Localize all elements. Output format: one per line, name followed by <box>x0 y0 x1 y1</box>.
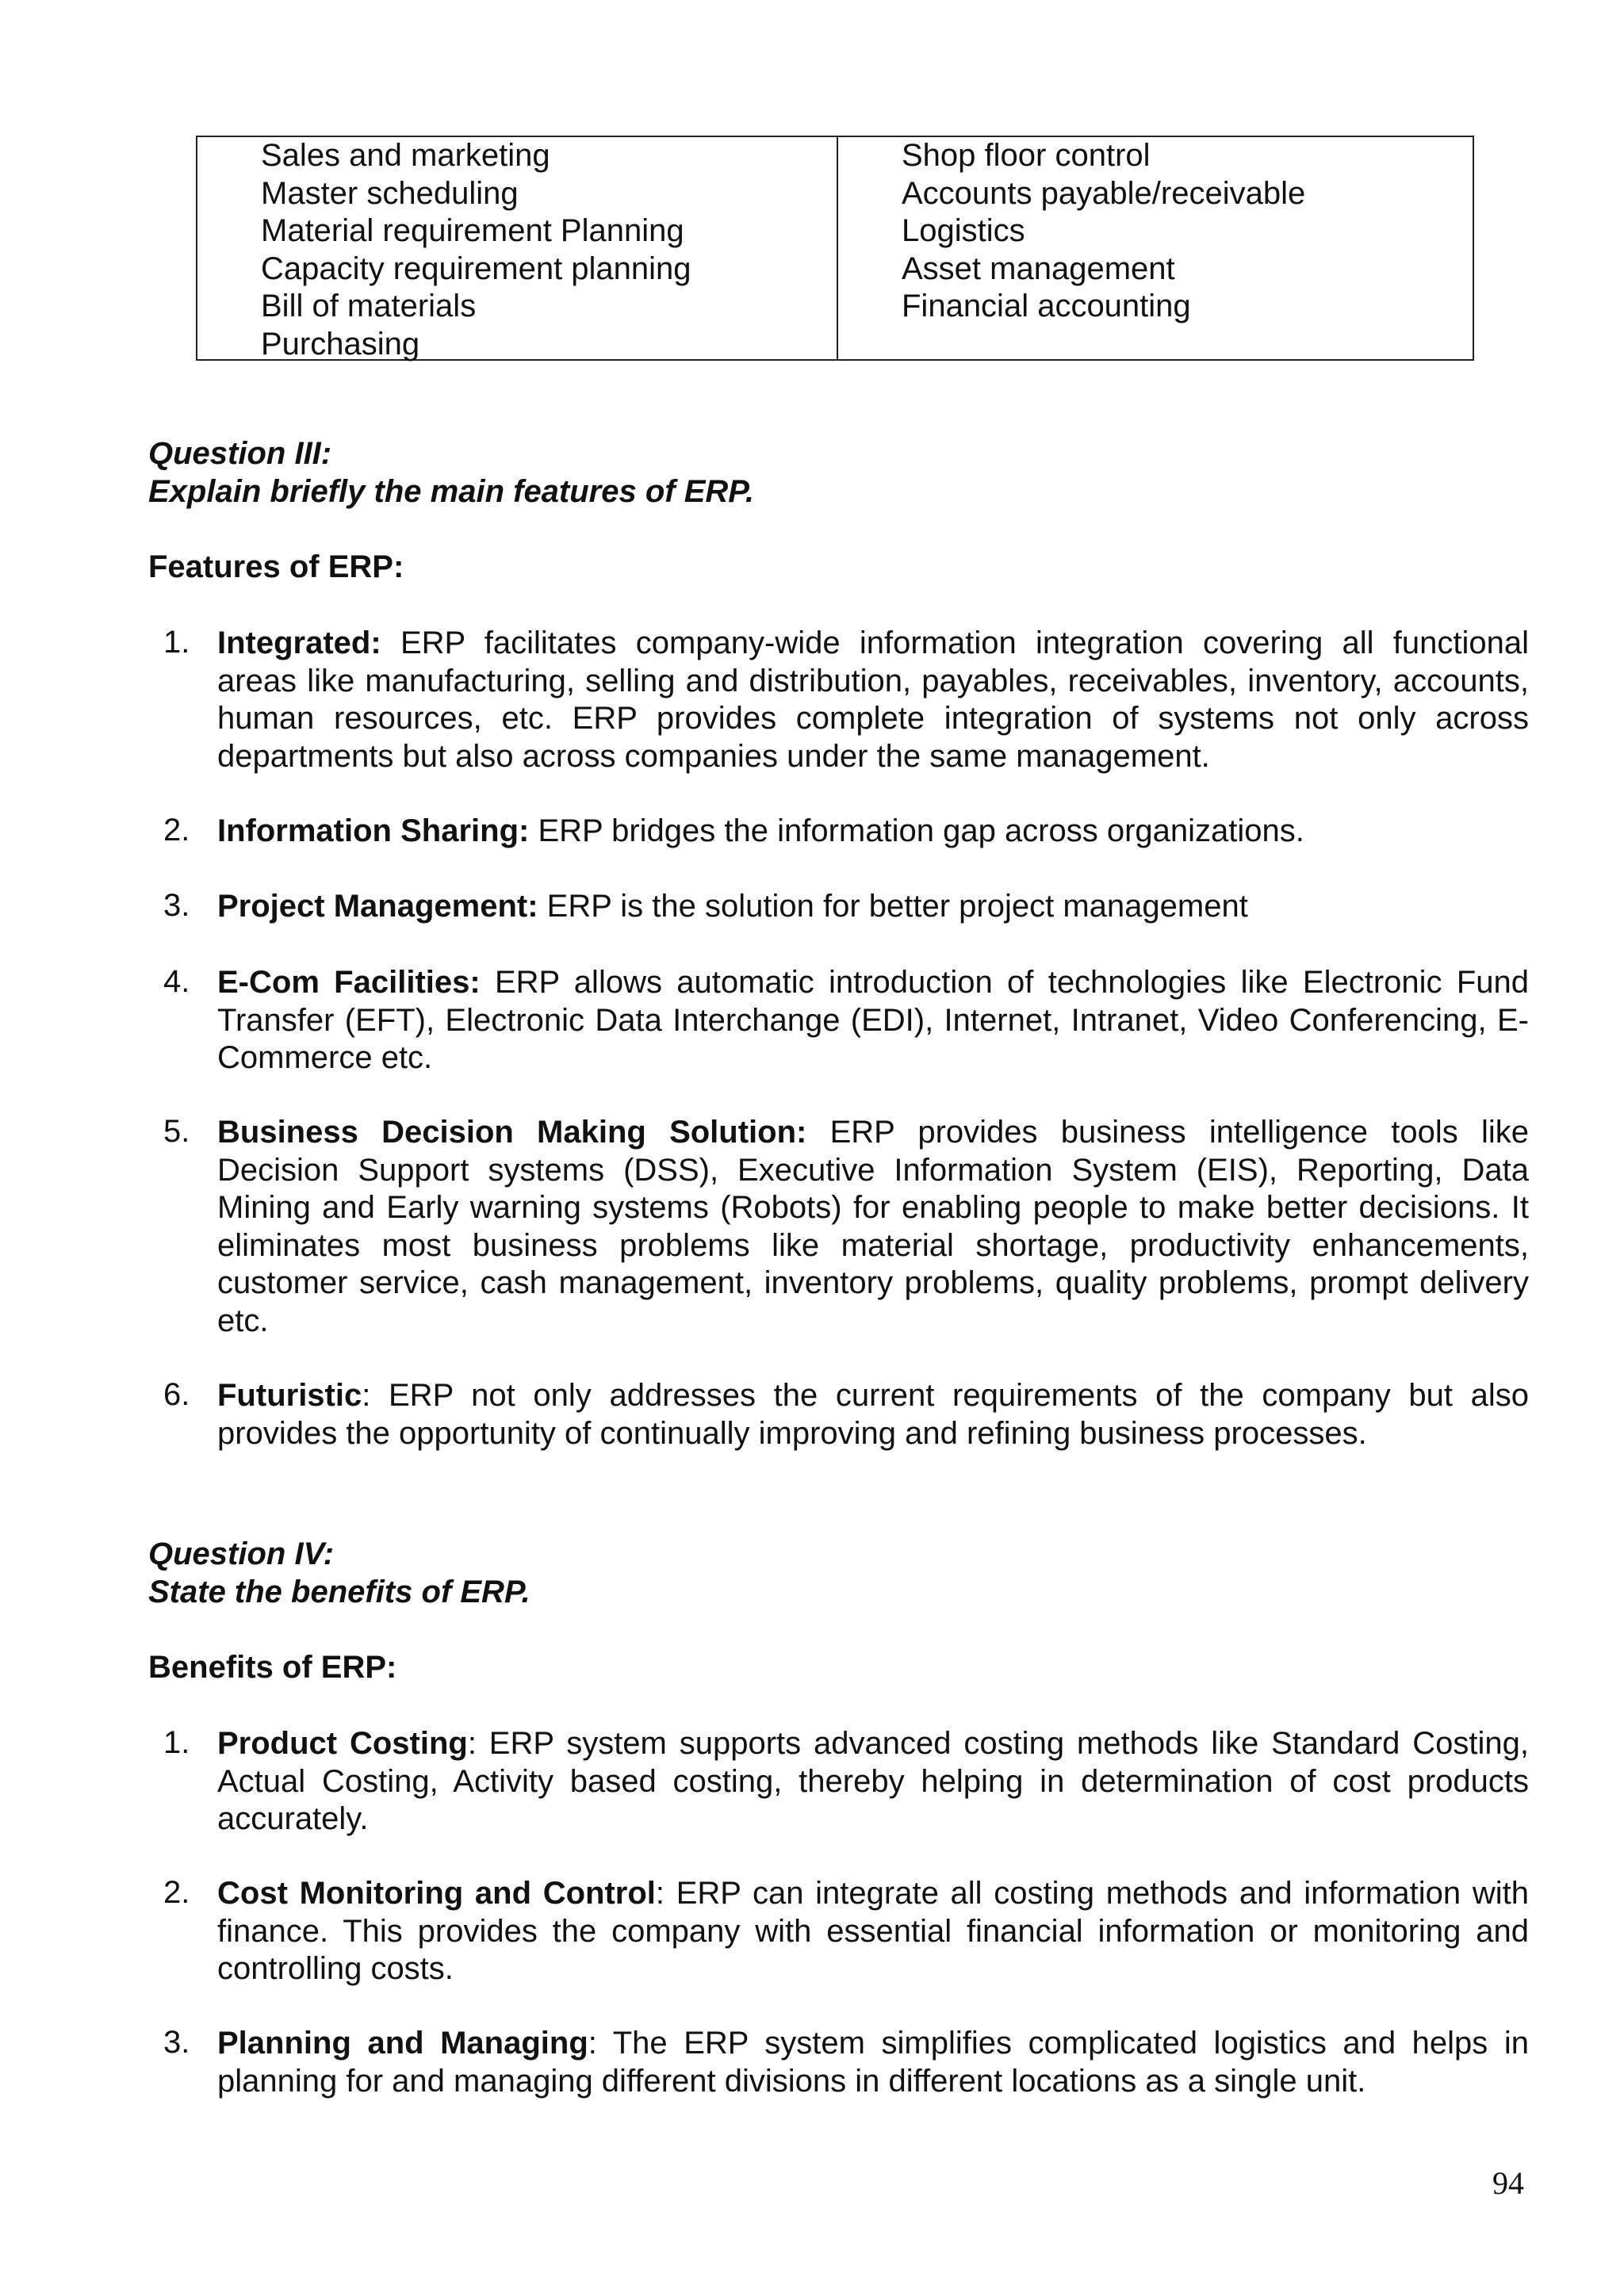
question-3-header <box>148 434 754 511</box>
feature-item <box>163 813 1529 851</box>
feature-number: 3. <box>163 888 190 923</box>
module-item: Sales and marketing <box>261 138 550 173</box>
question-4-prompt: State the benefits of ERP. <box>148 1575 530 1609</box>
feature-term: Integrated: <box>217 626 381 660</box>
module-item: Capacity requirement planning <box>261 251 691 286</box>
module-item: Logistics <box>902 213 1025 248</box>
benefit-number: 3. <box>163 2025 190 2060</box>
feature-term: E-Com Facilities: <box>217 965 481 1000</box>
question-4-header <box>148 1535 530 1611</box>
feature-term: Project Management: <box>217 889 538 924</box>
question-3-label: Question III: <box>148 436 332 471</box>
feature-body <box>217 888 1529 926</box>
feature-number: 6. <box>163 1377 190 1412</box>
feature-text: : ERP not only addresses the current requirements of the company but also provides the opportunity of continually improving and refining business processes. <box>217 1378 1529 1451</box>
feature-body <box>217 964 1529 1077</box>
benefit-text: : ERP system supports advanced costing methods like Standard Costing, Actual Costing, Activity based costing, thereby helping in determination of cost products accurately. <box>217 1726 1529 1836</box>
feature-body <box>217 1114 1529 1340</box>
benefit-body <box>217 2025 1529 2100</box>
feature-number: 4. <box>163 964 190 999</box>
page-number: 94 <box>1492 2165 1524 2201</box>
module-item: Master scheduling <box>261 175 519 211</box>
module-item: Asset management <box>902 251 1175 286</box>
benefit-term: Cost Monitoring and Control <box>217 1876 656 1911</box>
features-heading: Features of ERP: <box>148 549 404 584</box>
feature-item <box>163 625 1529 775</box>
benefits-heading: Benefits of ERP: <box>148 1650 397 1685</box>
feature-text: ERP bridges the information gap across organizations. <box>529 813 1304 848</box>
module-item: Financial accounting <box>902 289 1191 323</box>
feature-item <box>163 888 1529 926</box>
benefit-number: 2. <box>163 1875 190 1910</box>
feature-term: Information Sharing: <box>217 813 530 848</box>
feature-text: ERP allows automatic introduction of technologies like Electronic Fund Transfer (EFT), Electronic Data Interchange (EDI), Internet, Intranet, Video Conferencing, E-Commerce etc. <box>217 965 1530 1075</box>
question-3-prompt: Explain briefly the main features of ERP. <box>148 474 754 509</box>
feature-item <box>163 1377 1529 1452</box>
feature-text: ERP facilitates company-wide information integration covering all functional areas like manufacturing, selling and distribution, payables, receivables, inventory, accounts, human resources, etc. ERP provides complete integration of systems not only across departments but also across companies under the same management. <box>217 626 1529 774</box>
module-item: Material requirement Planning <box>261 213 684 248</box>
benefit-text: : ERP can integrate all costing methods and information with finance. This provides the company with essential financial information or monitoring and controlling costs. <box>217 1876 1529 1986</box>
modules-right-column <box>838 137 1473 359</box>
feature-item <box>163 1114 1529 1340</box>
feature-number: 1. <box>163 625 190 660</box>
benefit-body <box>217 1875 1529 1988</box>
module-item: Accounts payable/receivable <box>902 175 1306 211</box>
feature-body <box>217 1377 1529 1452</box>
question-4-label: Question IV: <box>148 1536 335 1571</box>
feature-text: ERP provides business intelligence tools like Decision Support systems (DSS), Executive Information System (EIS), Reporting, Data Mining and Early warning systems (Robots) for enabling people to make better decisions. It eliminates most business problems like material shortage, productivity enhancements, customer service, cash management, inventory problems, quality problems, prompt delivery etc. <box>217 1115 1530 1338</box>
benefit-text: : The ERP system simplifies complicated logistics and helps in planning for and managing different divisions in different locations as a single unit. <box>217 2026 1529 2099</box>
benefit-item <box>163 2025 1529 2100</box>
module-item: Bill of materials <box>261 289 477 323</box>
feature-term: Futuristic <box>217 1378 362 1413</box>
erp-modules-table <box>196 136 1474 361</box>
benefit-item <box>163 1725 1529 1839</box>
feature-number: 5. <box>163 1114 190 1149</box>
benefit-term: Planning and Managing <box>217 2026 588 2061</box>
feature-body <box>217 625 1529 775</box>
benefit-body <box>217 1725 1529 1839</box>
feature-term: Business Decision Making Solution: <box>217 1115 807 1150</box>
module-item: Purchasing <box>261 326 420 362</box>
benefit-item <box>163 1875 1529 1988</box>
module-item: Shop floor control <box>902 138 1151 173</box>
feature-item <box>163 964 1529 1077</box>
modules-left-column <box>197 137 838 362</box>
benefit-number: 1. <box>163 1725 190 1760</box>
benefit-term: Product Costing <box>217 1726 468 1761</box>
feature-text: ERP is the solution for better project management <box>538 889 1248 924</box>
feature-number: 2. <box>163 813 190 848</box>
feature-body <box>217 813 1529 851</box>
